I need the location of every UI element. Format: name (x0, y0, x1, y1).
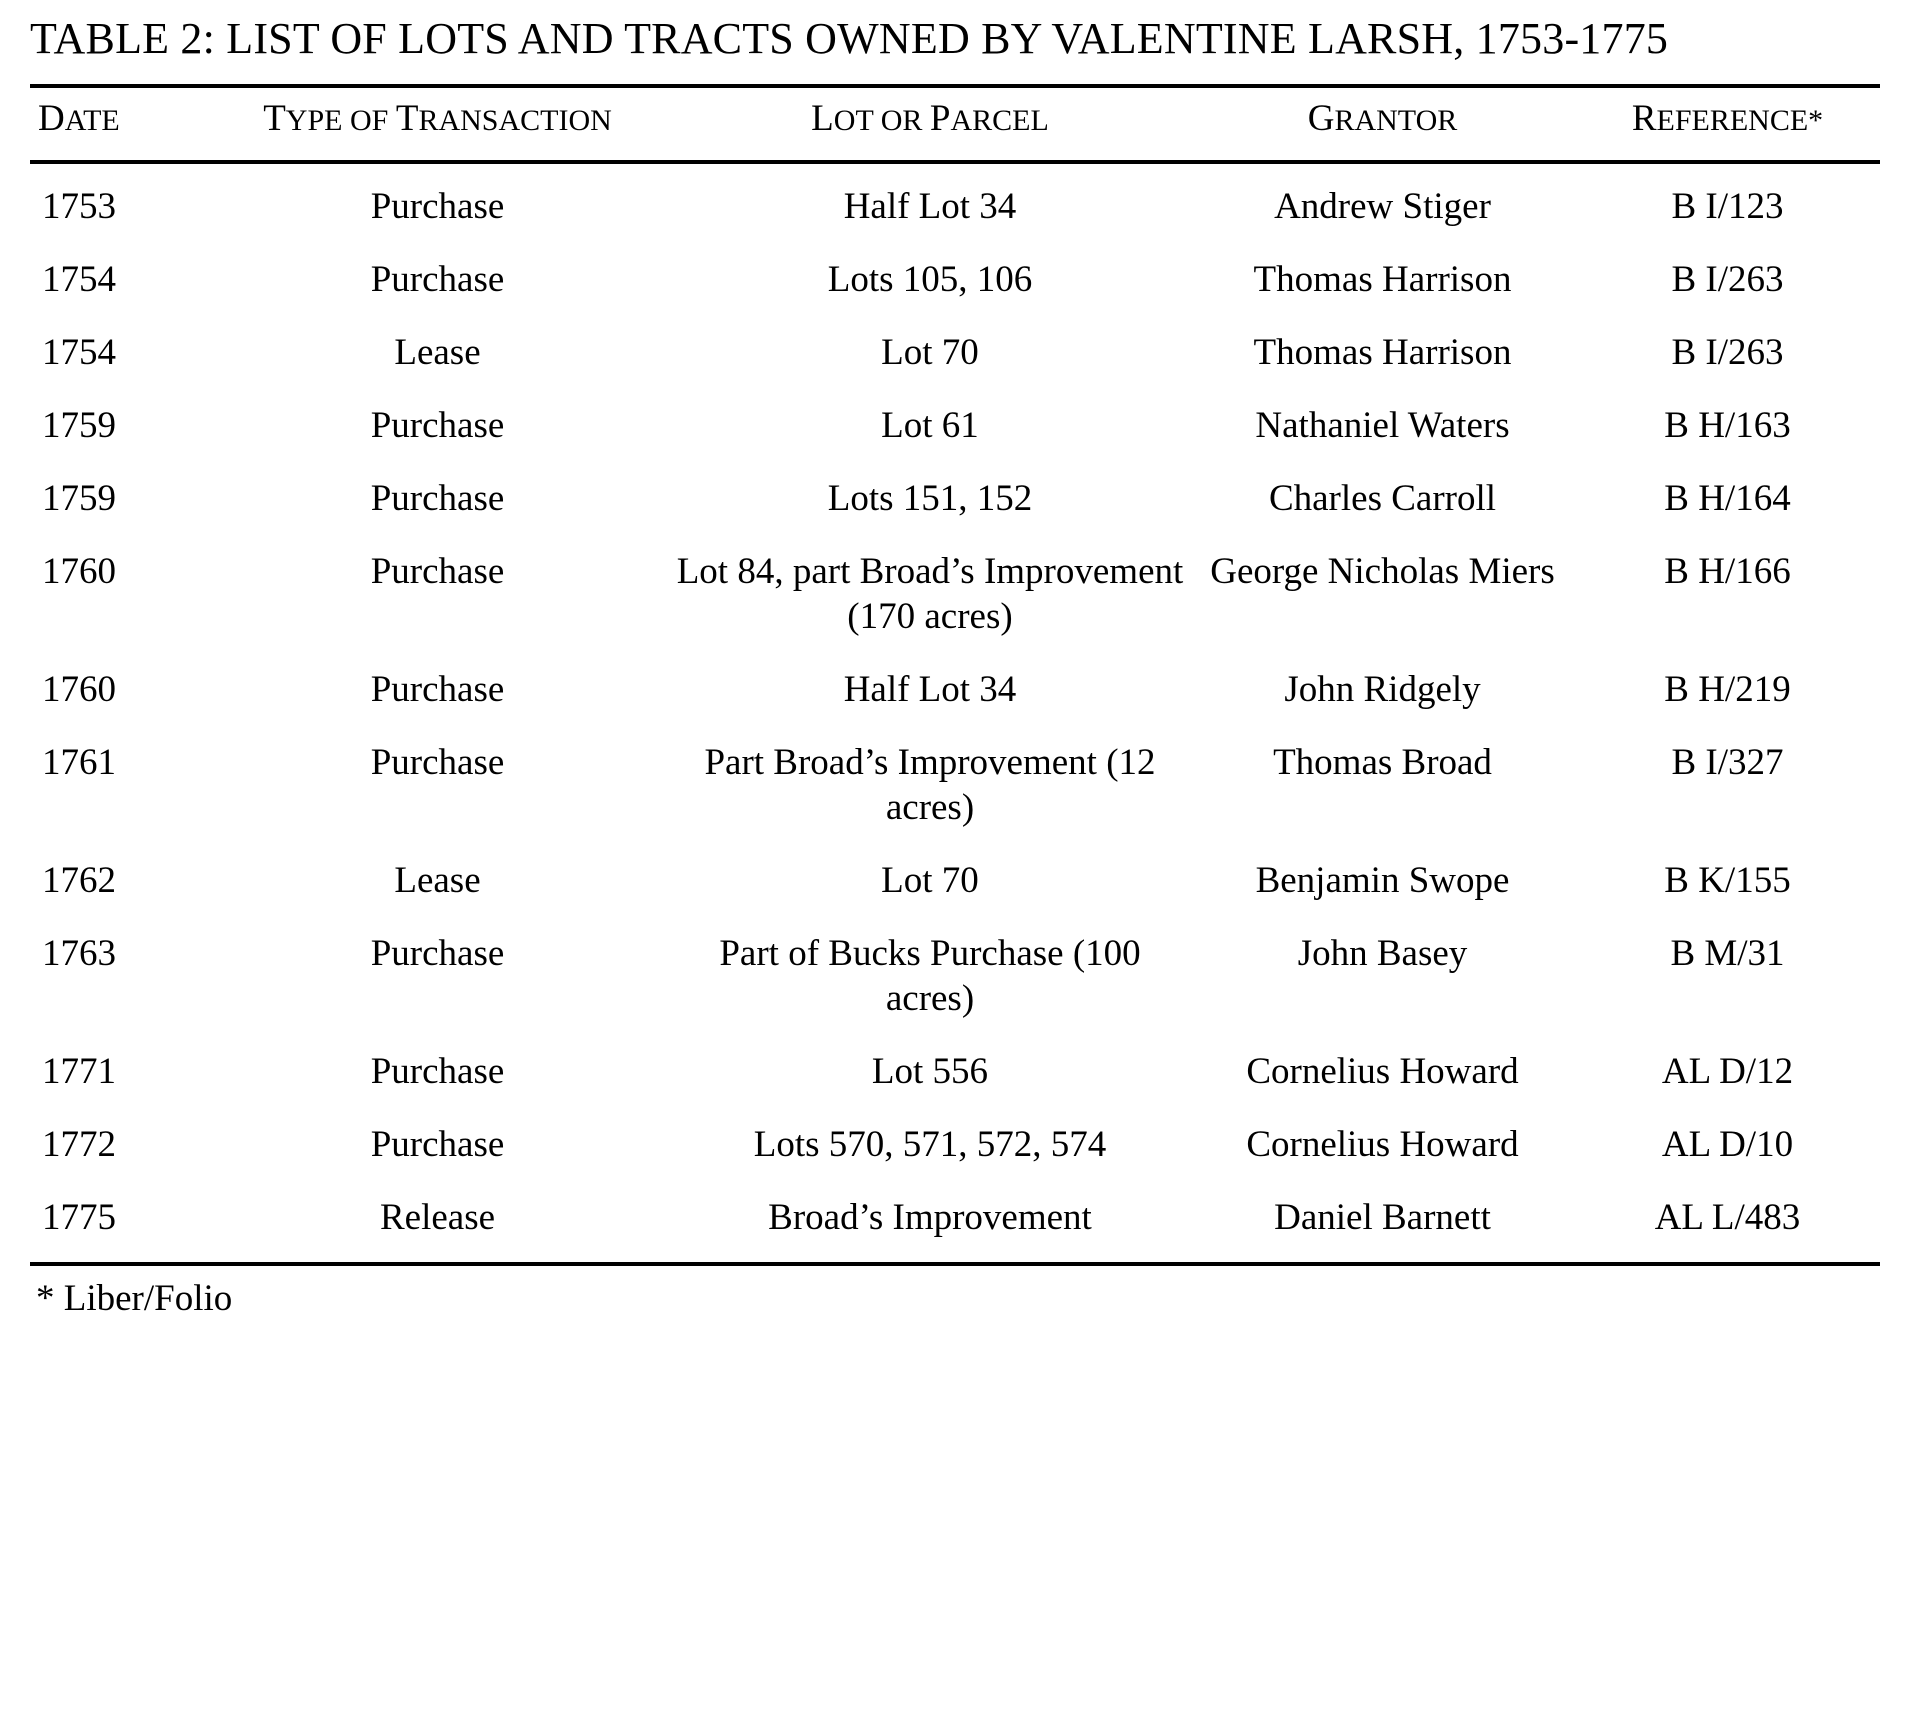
cell-date: 1760 (42, 669, 116, 710)
cell-type: Lease (394, 332, 481, 373)
cell-reference: B H/163 (1664, 405, 1791, 446)
cell-grantor: Daniel Barnett (1274, 1197, 1491, 1238)
cell-reference: AL D/12 (1661, 1051, 1794, 1092)
cell-type: Lease (394, 860, 481, 901)
cell-date: 1771 (42, 1051, 116, 1092)
cell-grantor: Charles Carroll (1268, 478, 1497, 519)
cell-lot: Part Broad’s Improvement (12 acres) (704, 742, 1156, 828)
column-header-lot-or-parcel (670, 86, 1190, 162)
cell-type: Purchase (370, 259, 505, 300)
cell-date: 1753 (42, 186, 116, 227)
cell-lot: Lot 556 (871, 1051, 989, 1092)
cell-grantor: Cornelius Howard (1246, 1051, 1519, 1092)
column-header-parcel-initial: P (929, 98, 951, 139)
cell-date: 1759 (42, 478, 116, 519)
cell-type: Purchase (370, 551, 505, 592)
table-row (30, 653, 1880, 726)
cell-reference: B H/219 (1664, 669, 1791, 710)
cell-grantor: Andrew Stiger (1274, 186, 1491, 227)
column-header-transaction-rest: RANSACTION (418, 104, 612, 137)
cell-grantor: Thomas Broad (1273, 742, 1492, 783)
cell-reference: B I/327 (1671, 742, 1784, 783)
cell-reference: B M/31 (1670, 933, 1785, 974)
cell-lot: Broad’s Improvement (768, 1197, 1092, 1238)
column-header-type-initial: T (263, 98, 286, 139)
table-row (30, 462, 1880, 535)
cell-date: 1761 (42, 742, 116, 783)
cell-reference: B I/123 (1671, 186, 1784, 227)
column-header-grantor (1190, 86, 1575, 162)
cell-lot: Lot 84, part Broad’s Improvement (170 acres) (676, 551, 1184, 637)
cell-lot: Lot 70 (881, 332, 979, 373)
cell-date: 1754 (42, 332, 116, 373)
table-row (30, 389, 1880, 462)
column-header-date (30, 86, 205, 162)
table-row (30, 1035, 1880, 1108)
cell-date: 1754 (42, 259, 116, 300)
page-title: TABLE 2: LIST OF LOTS AND TRACTS OWNED BY VALENTINE LARSH, 1753-1775 (30, 14, 1669, 63)
cell-reference: AL L/483 (1654, 1197, 1801, 1238)
table-header-row (30, 86, 1880, 162)
table-row (30, 844, 1880, 917)
cell-lot: Lots 151, 152 (827, 478, 1033, 519)
table-row (30, 1181, 1880, 1262)
cell-type: Purchase (370, 405, 505, 446)
cell-date: 1763 (42, 933, 116, 974)
table-row (30, 535, 1880, 653)
cell-type: Purchase (370, 1124, 505, 1165)
cell-type: Purchase (370, 742, 505, 783)
cell-lot: Lot 61 (881, 405, 979, 446)
table-row (30, 316, 1880, 389)
cell-reference: B I/263 (1671, 332, 1784, 373)
cell-date: 1760 (42, 551, 116, 592)
table-row (30, 162, 1880, 243)
column-header-reference (1575, 86, 1880, 162)
cell-grantor: Cornelius Howard (1246, 1124, 1519, 1165)
cell-type: Purchase (370, 933, 505, 974)
cell-lot: Lot 70 (881, 860, 979, 901)
table-row (30, 1108, 1880, 1181)
table-row (30, 917, 1880, 1035)
cell-grantor: Thomas Harrison (1253, 332, 1512, 373)
cell-type: Purchase (370, 669, 505, 710)
column-header-date-rest: ATE (64, 104, 120, 137)
cell-grantor: George Nicholas Miers (1210, 551, 1555, 592)
table-footnote: * Liber/Folio (36, 1278, 233, 1319)
column-header-type-rest: YPE OF (285, 104, 396, 137)
lots-and-tracts-table (30, 84, 1880, 1262)
column-header-transaction-initial: T (395, 98, 419, 139)
cell-reference: B H/164 (1664, 478, 1791, 519)
column-header-reference-rest: EFERENCE* (1656, 104, 1824, 137)
column-header-lot-rest: OT OR (833, 104, 930, 137)
cell-reference: B H/166 (1664, 551, 1791, 592)
cell-grantor: Thomas Harrison (1253, 259, 1512, 300)
cell-reference: B I/263 (1671, 259, 1784, 300)
cell-type: Release (379, 1197, 496, 1238)
cell-grantor: John Basey (1297, 933, 1468, 974)
cell-lot: Lots 570, 571, 572, 574 (753, 1124, 1107, 1165)
cell-type: Purchase (370, 1051, 505, 1092)
cell-type: Purchase (370, 478, 505, 519)
cell-grantor: Benjamin Swope (1255, 860, 1510, 901)
cell-lot: Lots 105, 106 (827, 259, 1033, 300)
cell-type: Purchase (370, 186, 505, 227)
cell-lot: Half Lot 34 (843, 186, 1017, 227)
cell-grantor: John Ridgely (1284, 669, 1481, 710)
cell-date: 1762 (42, 860, 116, 901)
table-row (30, 726, 1880, 844)
table-row (30, 243, 1880, 316)
cell-reference: B K/155 (1664, 860, 1791, 901)
cell-grantor: Nathaniel Waters (1255, 405, 1510, 446)
cell-date: 1759 (42, 405, 116, 446)
cell-lot: Half Lot 34 (843, 669, 1017, 710)
column-header-date-initial: D (38, 98, 65, 139)
cell-lot: Part of Bucks Purchase (100 acres) (719, 933, 1141, 1019)
table-header (30, 86, 1880, 162)
column-header-type-of-transaction (205, 86, 670, 162)
column-header-parcel-rest: ARCEL (950, 104, 1049, 137)
column-header-grantor-initial: G (1307, 98, 1335, 139)
cell-date: 1772 (42, 1124, 116, 1165)
column-header-grantor-rest: RANTOR (1334, 104, 1458, 137)
cell-reference: AL D/10 (1661, 1124, 1794, 1165)
column-header-lot-initial: L (811, 98, 834, 139)
table-body (30, 162, 1880, 1262)
cell-date: 1775 (42, 1197, 116, 1238)
column-header-reference-initial: R (1631, 98, 1657, 139)
